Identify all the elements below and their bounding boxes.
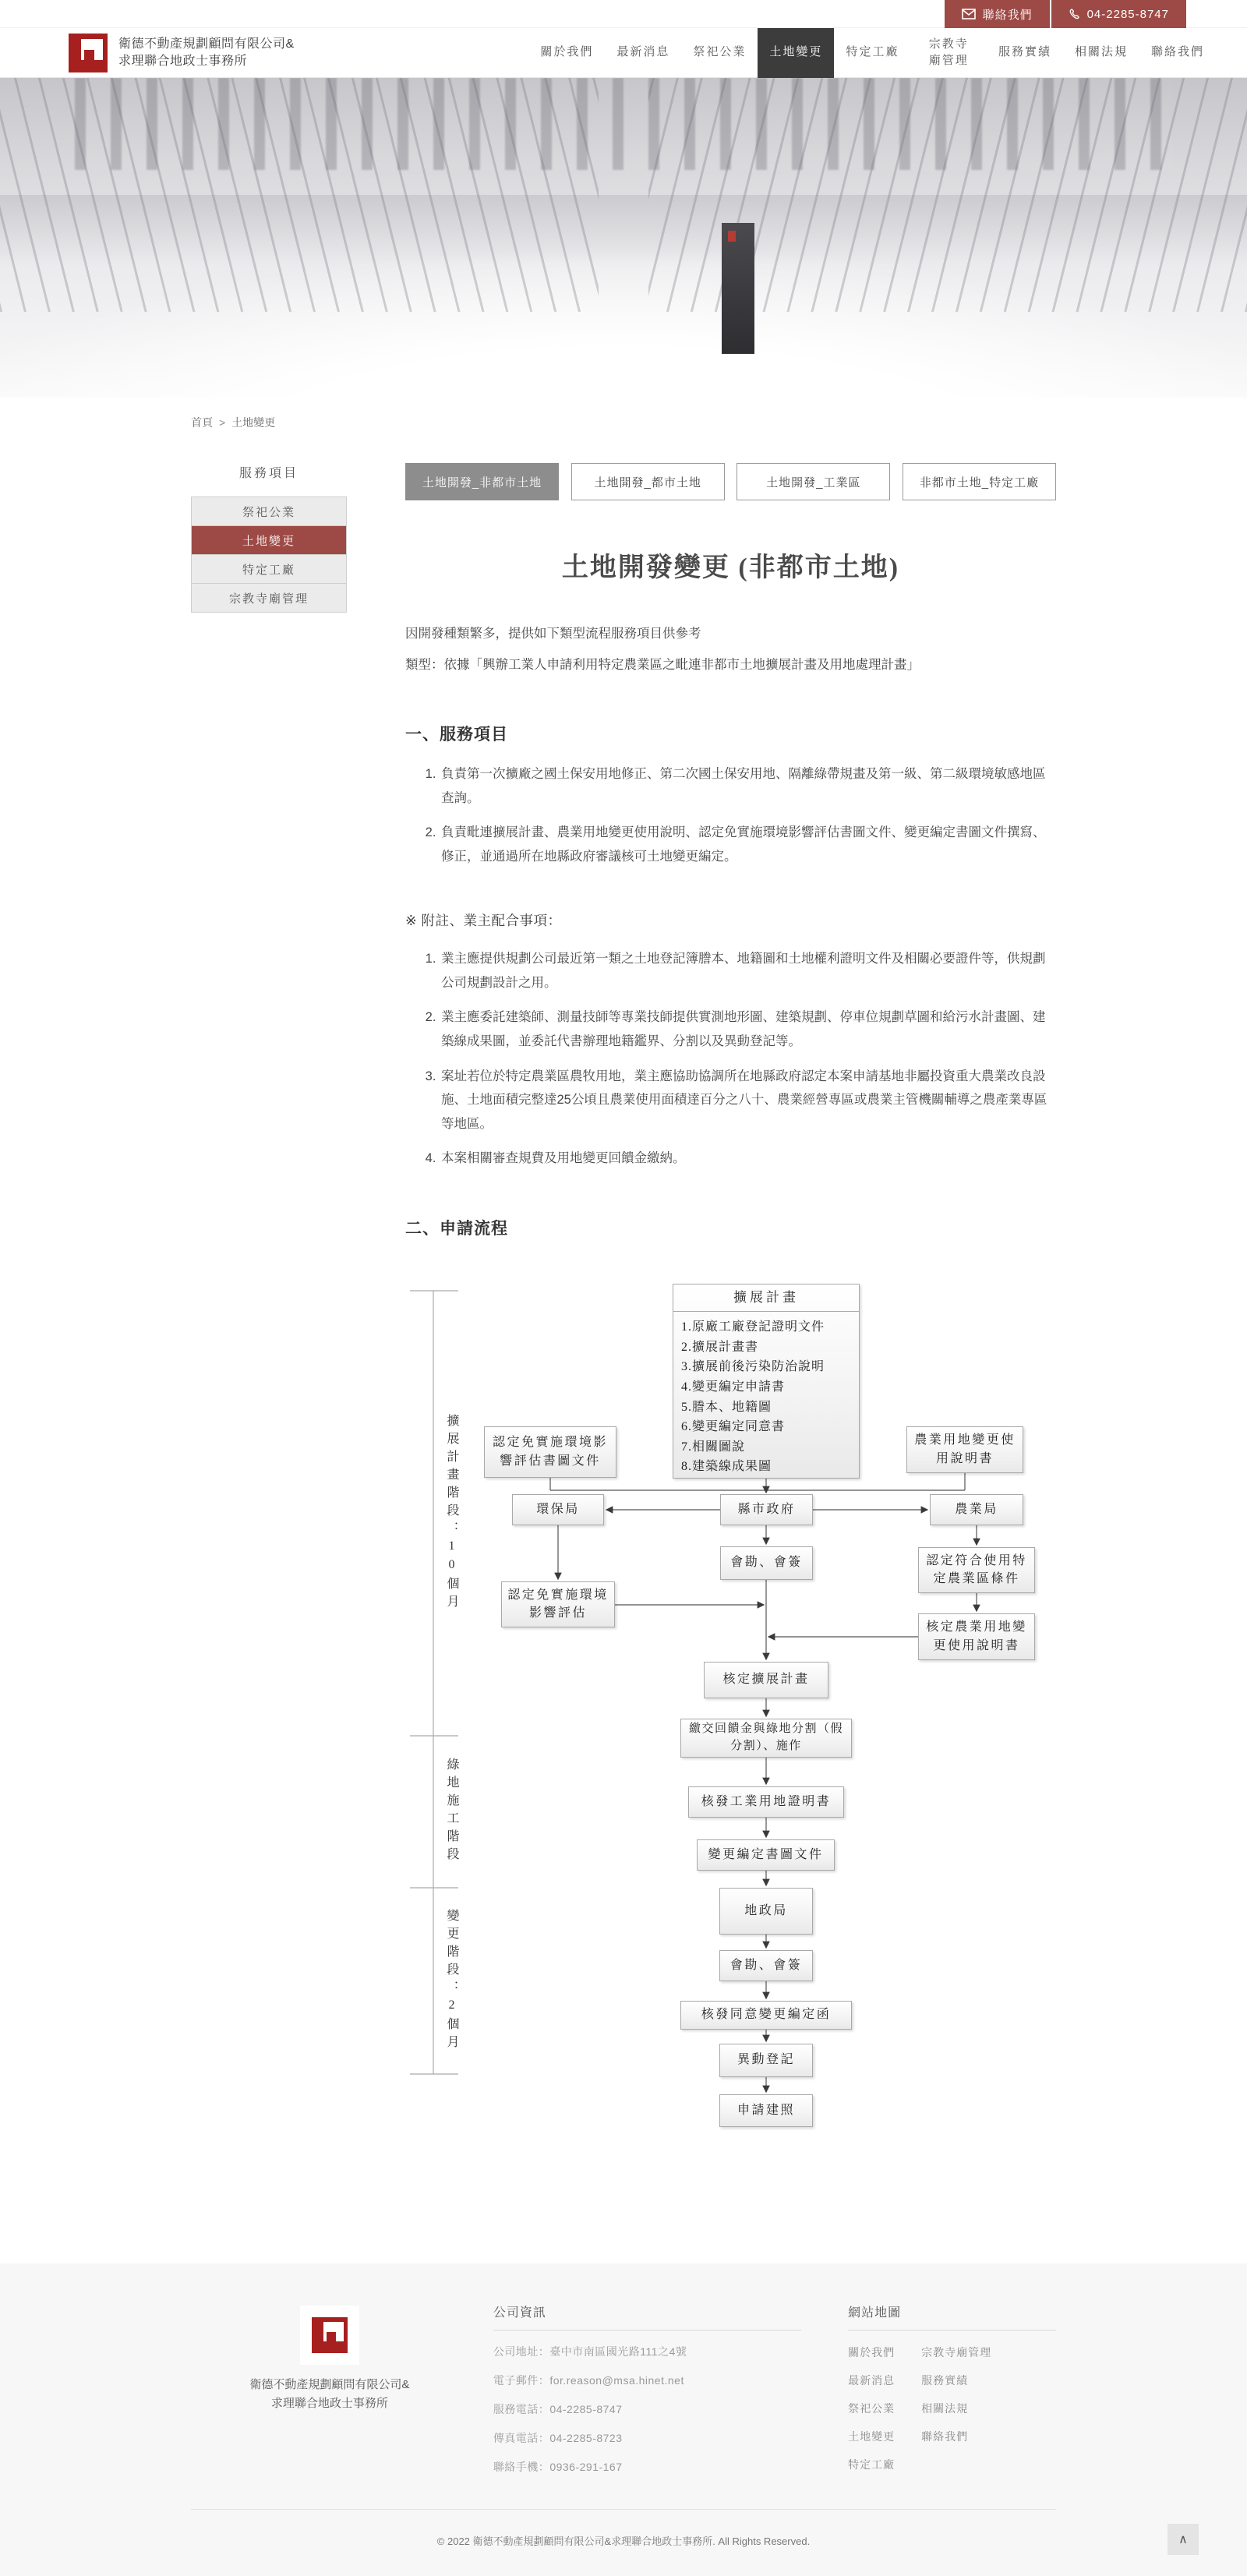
brand[interactable] [69, 34, 295, 72]
service-list [405, 762, 1056, 868]
breadcrumb [191, 415, 1056, 430]
intro-text: 因開發種類繁多，提供如下類型流程服務項目供參考 [405, 627, 701, 641]
company-name: 衛德不動產規劃顧問有限公司& 求理聯合地政士事務所 [118, 37, 295, 68]
flow-stage-1: 擴展計畫階段：10個月 [445, 1413, 458, 1613]
nav-item-laws[interactable]: 相關法規 [1074, 45, 1128, 59]
sidebar [191, 463, 347, 613]
footer-sitemap-col2 [921, 2332, 991, 2472]
footer-company-name: 衛德不動產規劃顧問有限公司& 求理聯合地政士事務所 [249, 2377, 410, 2410]
site-header [0, 28, 1247, 78]
footer-link-religion[interactable]: 宗教寺廟管理 [921, 2345, 992, 2359]
flow-box-farm-doc: 農業用地變更使用說明書 [906, 1426, 1023, 1473]
nav-item-contact[interactable]: 聯絡我們 [1150, 45, 1204, 59]
flow-box-county-gov: 縣市政府 [720, 1494, 813, 1525]
footer-link-laws[interactable]: 相關法規 [921, 2401, 969, 2415]
tab-urban-land[interactable]: 土地開發_都市土地 [571, 463, 725, 500]
footer-sitemap [848, 2302, 1056, 2475]
flow-stage-2: 綠地施工階段 [445, 1758, 458, 1866]
application-flowchart [410, 1266, 1057, 2139]
notes-list [405, 947, 1056, 1170]
main-content [405, 463, 1056, 2139]
top-bar [0, 0, 1247, 28]
flow-box-agri-condition: 認定符合使用特定農業區條件 [918, 1547, 1035, 1593]
flow-box-change-docs: 變更編定書圖文件 [697, 1839, 835, 1871]
copyright-text: © 2022 衛德不動產規劃顧問有限公司&求理聯合地政士事務所. All Rights Reserved. [436, 2535, 811, 2547]
footer-address: 公司地址：臺中市南區國光路111之4號 [493, 2345, 687, 2358]
nav-item-about[interactable]: 關於我們 [540, 45, 594, 59]
flow-box-agri-bureau: 農業局 [930, 1494, 1023, 1525]
flow-box-consent-letter: 核發同意變更編定函 [680, 2001, 852, 2030]
tab-specific-factory[interactable]: 非都市土地_特定工廠 [903, 463, 1056, 500]
flow-box-epa: 環保局 [512, 1494, 604, 1525]
footer-link-factory[interactable]: 特定工廠 [848, 2458, 896, 2471]
footer-info-heading: 公司資訊 [493, 2302, 801, 2330]
tab-non-urban-land[interactable]: 土地開發_非都市土地 [405, 463, 559, 500]
flow-stage-3: 變更階段：2個月 [445, 1908, 458, 2053]
breadcrumb-current: 土地變更 [231, 416, 276, 429]
sidebar-item-factory[interactable]: 特定工廠 [192, 555, 346, 584]
sidebar-item-land-change[interactable]: 土地變更 [192, 526, 346, 555]
flow-box-survey-sign-2: 會勘、會簽 [719, 1950, 813, 1981]
company-logo-icon [69, 34, 108, 72]
footer-sitemap-heading: 網站地圖 [848, 2302, 1056, 2330]
footer-logo-icon [300, 2306, 359, 2365]
flow-box-expansion-plan-title: 擴展計畫 [673, 1284, 859, 1313]
chevron-up-icon: ∧ [1178, 2532, 1188, 2546]
nav-item-results[interactable]: 服務實績 [998, 45, 1051, 59]
footer-link-contact[interactable]: 聯絡我們 [921, 2429, 969, 2443]
sidebar-item-ancestral[interactable]: 祭祀公業 [192, 497, 346, 526]
main-nav [528, 28, 1216, 78]
notes-item: 4. 本案相關審查規費及用地變更回饋金繳納。 [440, 1147, 1056, 1171]
contact-us-label: 聯絡我們 [982, 8, 1033, 22]
flow-box-industrial-cert: 核發工業用地證明書 [688, 1786, 844, 1818]
contact-us-button[interactable] [945, 0, 1050, 28]
copyright-bar [191, 2509, 1188, 2576]
tabs [405, 463, 1056, 500]
service-heading: 一、服務項目 [405, 726, 508, 744]
footer-link-ancestral[interactable]: 祭祀公業 [848, 2401, 896, 2415]
process-heading: 二、申請流程 [405, 1219, 508, 1238]
page-title: 土地開發變更 (非都市土地) [561, 553, 900, 582]
hero-elevator-shaft [722, 223, 754, 354]
footer-mobile: 聯絡手機：0936-291-167 [493, 2460, 623, 2473]
flow-box-env-doc: 認定免實施環境影響評估書圖文件 [484, 1426, 616, 1478]
phone-number: 04-2285-8747 [1086, 7, 1169, 21]
footer-link-land-change[interactable]: 土地變更 [848, 2429, 896, 2443]
nav-item-factory[interactable]: 特定工廠 [846, 45, 899, 59]
flow-box-change-register: 異動登記 [719, 2044, 813, 2077]
type-line: 類型：依據「興辦工業人申請利用特定農業區之毗連非都市土地擴展計畫及用地處理計畫」 [405, 657, 920, 672]
footer-link-about[interactable]: 關於我們 [848, 2345, 896, 2359]
footer-brand [191, 2302, 468, 2475]
sidebar-title: 服務項目 [238, 467, 299, 480]
flow-box-env-assess: 認定免實施環境影響評估 [501, 1581, 615, 1627]
hero-image [0, 78, 1247, 398]
flow-box-feedback-split: 繳交回饋金與綠地分割（假分割）、施作 [680, 1719, 852, 1758]
footer-fax: 傳真電話：04-2285-8723 [493, 2431, 623, 2444]
notes-item: 1. 業主應提供規劃公司最近第一類之土地登記簿謄本、地籍圖和土地權利證明文件及相關必要證件等，供規劃公司規劃設計之用。 [440, 947, 1056, 995]
footer-sitemap-col1 [848, 2332, 895, 2472]
flow-box-building-license: 申請建照 [719, 2094, 813, 2127]
flow-box-plan-approve: 核定擴展計畫 [704, 1662, 828, 1698]
footer-company-info [493, 2302, 801, 2475]
flow-box-land-office: 地政局 [719, 1888, 813, 1935]
sidebar-item-religion[interactable]: 宗教寺廟管理 [192, 584, 346, 613]
breadcrumb-home[interactable]: 首頁 [191, 416, 213, 429]
nav-item-religion[interactable]: 宗教寺廟管理 [928, 37, 969, 67]
footer [0, 2263, 1247, 2576]
breadcrumb-separator: > [219, 416, 226, 429]
service-item: 1. 負責第一次擴廠之國土保安用地修正、第二次國土保安用地、隔離綠帶規畫及第一級、第二級環境敏感地區查詢。 [440, 762, 1056, 810]
flow-box-agri-approve: 核定農業用地變更使用說明書 [918, 1613, 1035, 1660]
notes-item: 3. 案址若位於特定農業區農牧用地，業主應協助協調所在地縣政府認定本案申請基地非屬投資重大農業改良設施、土地面積完整達25公頃且農業使用面積達百分之八十、農業經營專區或農業主管機關輔導之農產業專區 等地區。 [440, 1065, 1056, 1136]
notes-item: 2. 業主應委託建築師、測量技師等專業技師提供實測地形圖、建築規劃、停車位規劃草圖和給污水計畫圖、建築線成果圖，並委託代書辦理地籍鑑界、分割以及異動登記等。 [440, 1005, 1056, 1053]
footer-link-news[interactable]: 最新消息 [848, 2373, 896, 2387]
footer-email: 電子郵件：for.reason@msa.hinet.net [493, 2373, 684, 2387]
phone-icon [1069, 9, 1080, 20]
nav-item-news[interactable]: 最新消息 [616, 45, 670, 59]
flow-box-survey-sign-1: 會勘、會簽 [720, 1546, 813, 1580]
notes-heading: ※ 附註、業主配合事項： [405, 913, 562, 929]
nav-item-land-change[interactable]: 土地變更 [758, 28, 834, 78]
mail-icon [962, 9, 976, 19]
footer-service-phone: 服務電話：04-2285-8747 [493, 2402, 623, 2415]
service-item: 2. 負責毗連擴展計畫、農業用地變更使用說明、認定免實施環境影響評估書圖文件、變更編定書圖文件撰寫、修正，並通過所在地縣政府審議核可土地變更編定。 [440, 821, 1056, 868]
tab-industrial-zone[interactable]: 土地開發_工業區 [737, 463, 890, 500]
flow-box-expansion-plan [673, 1284, 860, 1479]
nav-item-ancestral[interactable]: 祭祀公業 [693, 45, 747, 59]
scroll-to-top-button[interactable] [1168, 2524, 1199, 2555]
footer-link-results[interactable]: 服務實績 [921, 2373, 969, 2387]
phone-button[interactable] [1051, 0, 1186, 28]
flow-box-expansion-plan-list: 1.原廠工廠登記證明文件 2.擴展計畫書 3.擴展前後污染防治說明 4.變更編定申請書 5.謄本、地籍圖 6.變更編定同意書 7.相關圖說 8.建築線成果圖 [681, 1320, 825, 1474]
